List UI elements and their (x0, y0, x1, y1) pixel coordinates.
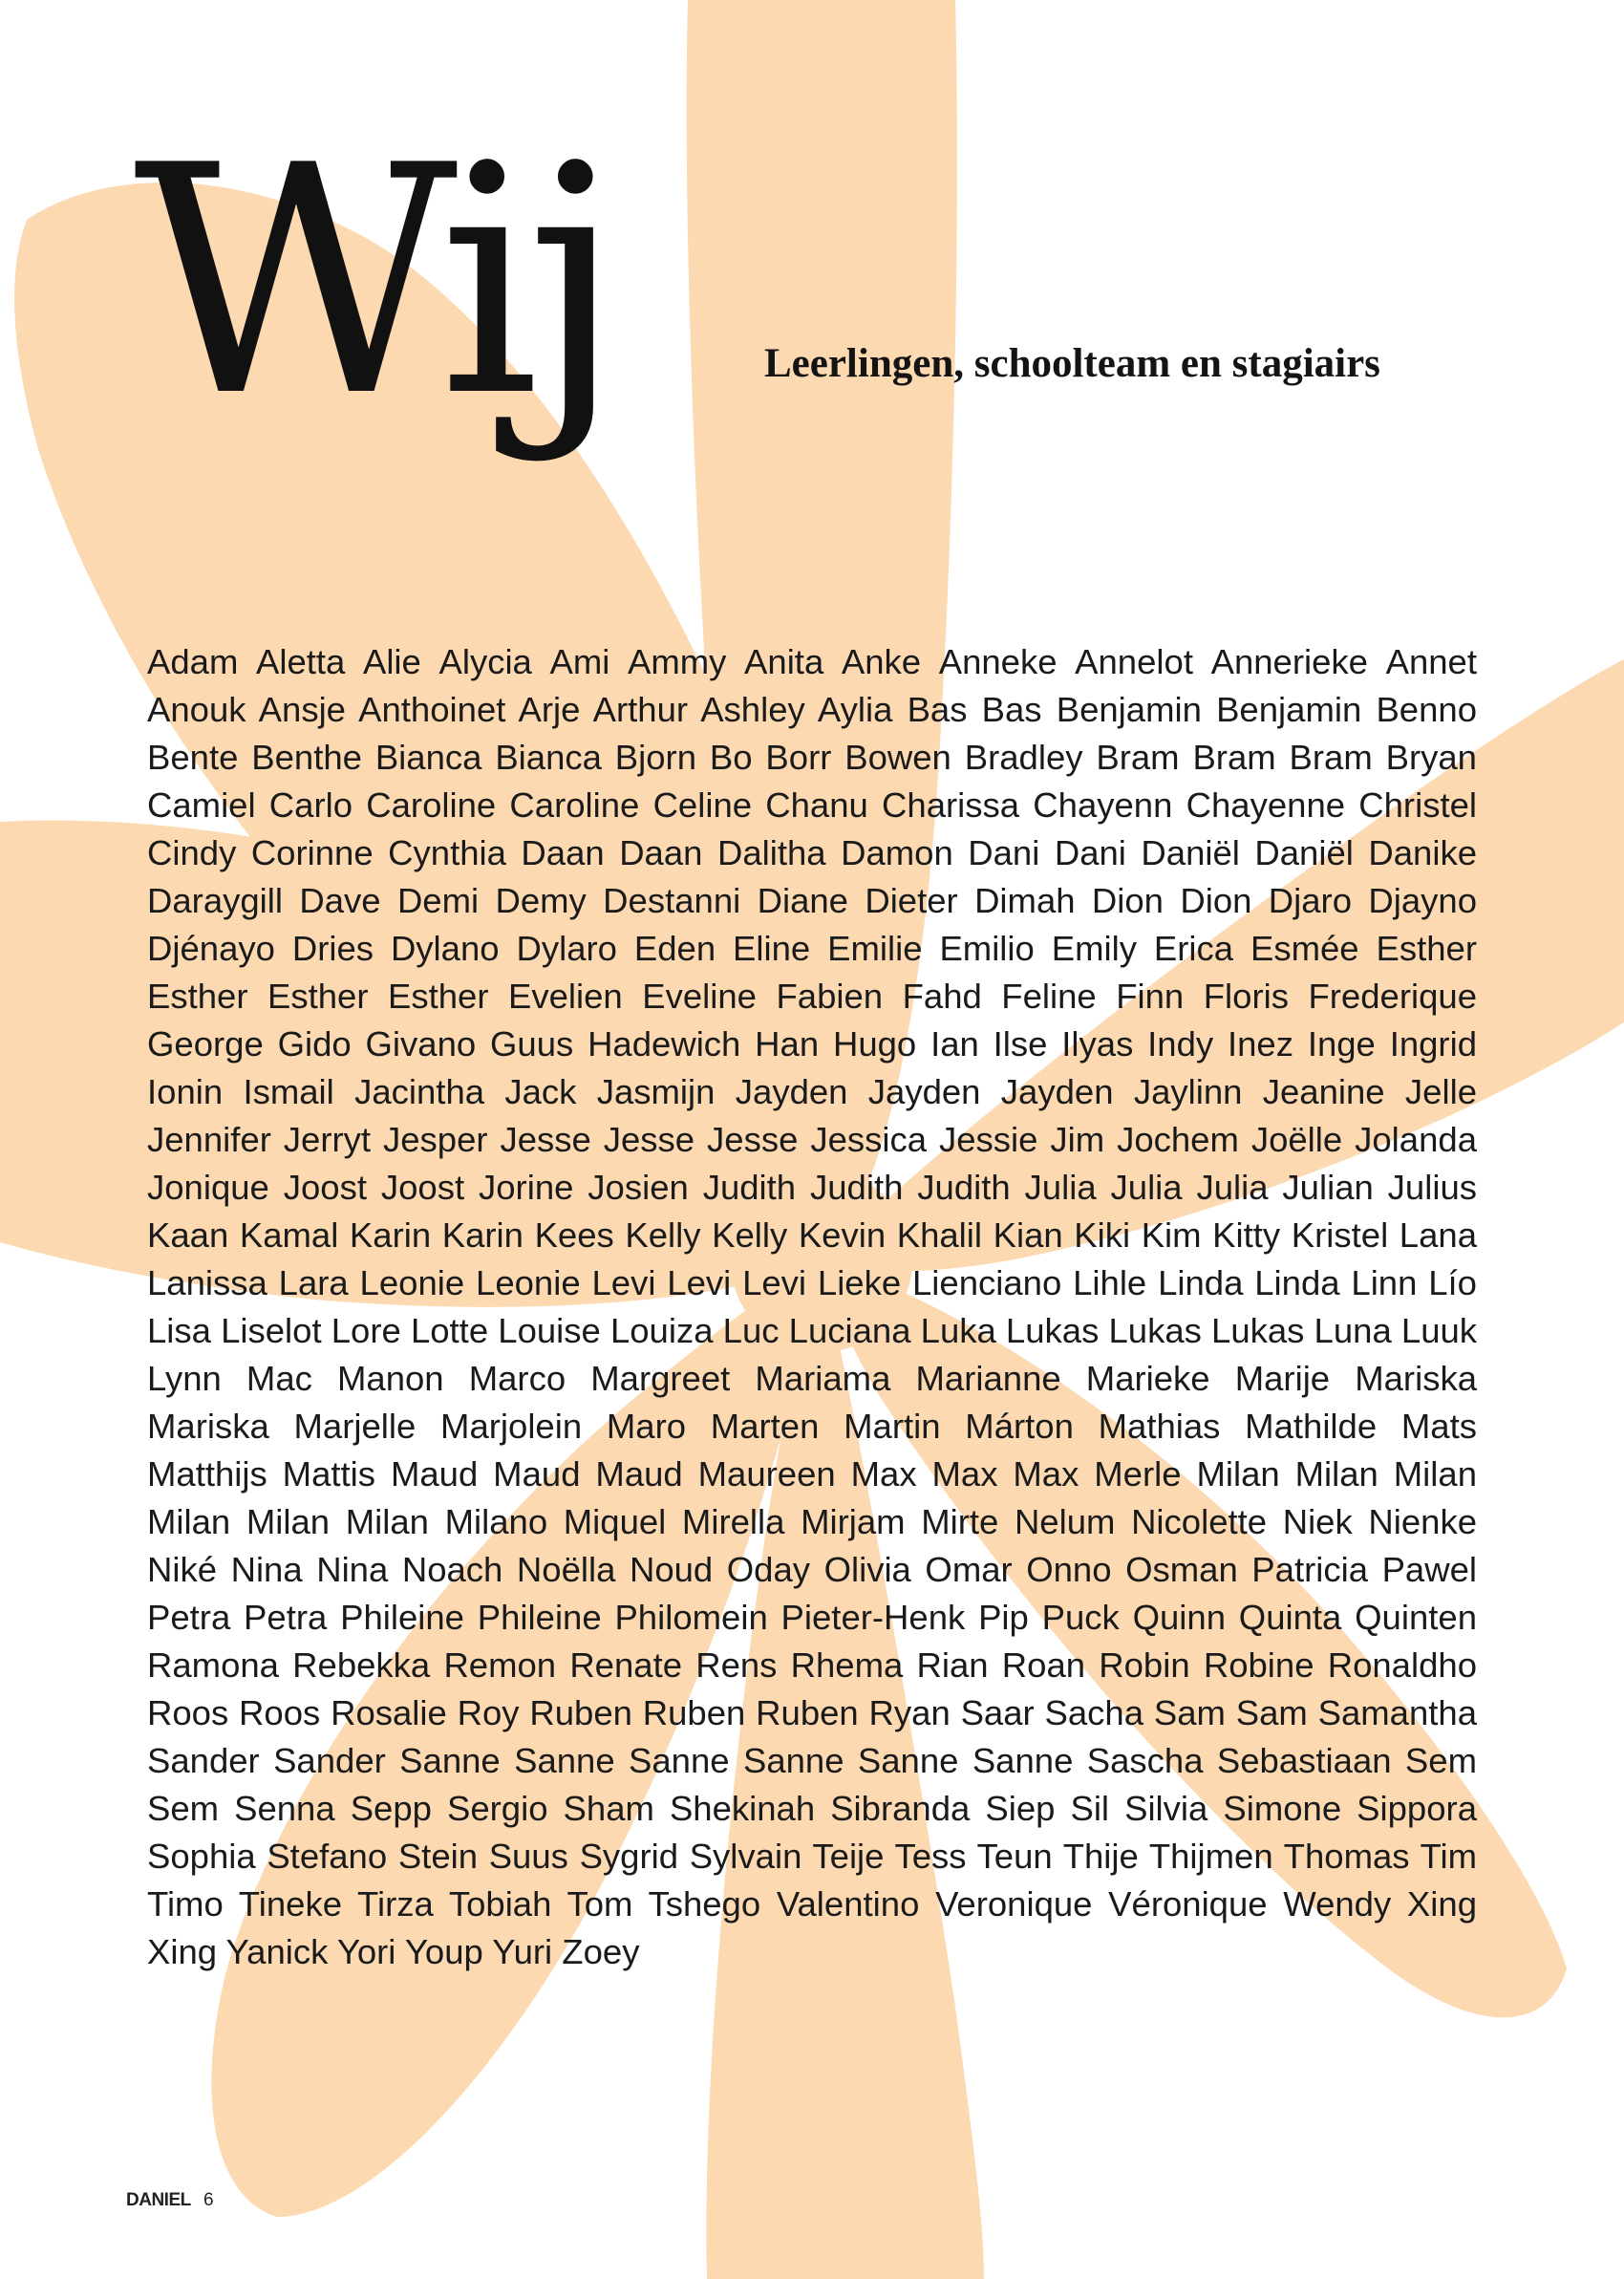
page-title: Wij (134, 98, 611, 465)
names-line: George Gido Givano Guus Hadewich Han Hugo Ian Ilse Ilyas Indy Inez Inge Ingrid (147, 1024, 1477, 1064)
names-line: Xing Yanick Yori Youp Yuri Zoey (147, 1932, 640, 1971)
names-line: Daraygill Dave Demi Demy Destanni Diane Dieter Dimah Dion Dion Djaro Djayno (147, 881, 1477, 920)
names-line: Bente Benthe Bianca Bianca Bjorn Bo Borr Bowen Bradley Bram Bram Bram Bryan (147, 738, 1477, 777)
names-line: Mariska Marjelle Marjolein Maro Marten Martin Márton Mathias Mathilde Mats (147, 1407, 1477, 1446)
names-line: Lanissa Lara Leonie Leonie Levi Levi Levi Lieke Lienciano Lihle Linda Linda Linn Lío (147, 1263, 1477, 1302)
names-line: Jennifer Jerryt Jesper Jesse Jesse Jesse Jessica Jessie Jim Jochem Joëlle Jolanda (147, 1120, 1477, 1159)
names-list (147, 638, 1477, 1976)
names-line: Jonique Joost Joost Jorine Josien Judith Judith Judith Julia Julia Julia Julian Julius (147, 1168, 1477, 1207)
page-footer (126, 2190, 214, 2211)
names-line: Sander Sander Sanne Sanne Sanne Sanne Sanne Sanne Sascha Sebastiaan Sem (147, 1741, 1477, 1780)
names-line: Milan Milan Milan Milano Miquel Mirella Mirjam Mirte Nelum Nicolette Niek Nienke (147, 1502, 1477, 1541)
names-line: Lisa Liselot Lore Lotte Louise Louiza Luc Luciana Luka Lukas Lukas Lukas Luna Luuk (147, 1311, 1478, 1350)
names-line: Ramona Rebekka Remon Renate Rens Rhema Rian Roan Robin Robine Ronaldho (147, 1645, 1477, 1685)
names-line: Kaan Kamal Karin Karin Kees Kelly Kelly Kevin Khalil Kian Kiki Kim Kitty Kristel Lana (147, 1215, 1477, 1255)
names-line: Adam Aletta Alie Alycia Ami Ammy Anita Anke Anneke Annelot Annerieke Annet (147, 642, 1477, 681)
names-line: Djénayo Dries Dylano Dylaro Eden Eline Emilie Emilio Emily Erica Esmée Esther (147, 929, 1477, 968)
names-line: Niké Nina Nina Noach Noëlla Noud Oday Olivia Omar Onno Osman Patricia Pawel (147, 1550, 1477, 1589)
names-line: Ionin Ismail Jacintha Jack Jasmijn Jayden Jayden Jayden Jaylinn Jeanine Jelle (147, 1072, 1477, 1111)
magazine-brand: DANIEL (126, 2190, 191, 2210)
page-subtitle: Leerlingen, schoolteam en stagiairs (764, 341, 1380, 386)
page-number: 6 (203, 2190, 214, 2210)
names-line: Petra Petra Phileine Phileine Philomein Pieter-Henk Pip Puck Quinn Quinta Quinten (147, 1598, 1477, 1637)
names-line: Matthijs Mattis Maud Maud Maud Maureen Max Max Max Merle Milan Milan Milan (147, 1454, 1477, 1494)
names-line: Sem Senna Sepp Sergio Sham Shekinah Sibranda Siep Sil Silvia Simone Sippora (147, 1789, 1477, 1828)
names-line: Esther Esther Esther Evelien Eveline Fabien Fahd Feline Finn Floris Frederique (147, 977, 1477, 1016)
names-line: Lynn Mac Manon Marco Margreet Mariama Marianne Marieke Marije Mariska (147, 1359, 1477, 1398)
names-line: Roos Roos Rosalie Roy Ruben Ruben Ruben Ryan Saar Sacha Sam Sam Samantha (147, 1693, 1477, 1732)
names-line: Sophia Stefano Stein Suus Sygrid Sylvain Teije Tess Teun Thije Thijmen Thomas Tim (147, 1837, 1477, 1876)
names-line: Camiel Carlo Caroline Caroline Celine Chanu Charissa Chayenn Chayenne Christel (147, 785, 1477, 825)
names-line: Cindy Corinne Cynthia Daan Daan Dalitha Damon Dani Dani Daniël Daniël Danike (147, 833, 1477, 872)
names-line: Anouk Ansje Anthoinet Arje Arthur Ashley Aylia Bas Bas Benjamin Benjamin Benno (147, 690, 1477, 729)
names-line: Timo Tineke Tirza Tobiah Tom Tshego Valentino Veronique Véronique Wendy Xing (147, 1884, 1477, 1924)
